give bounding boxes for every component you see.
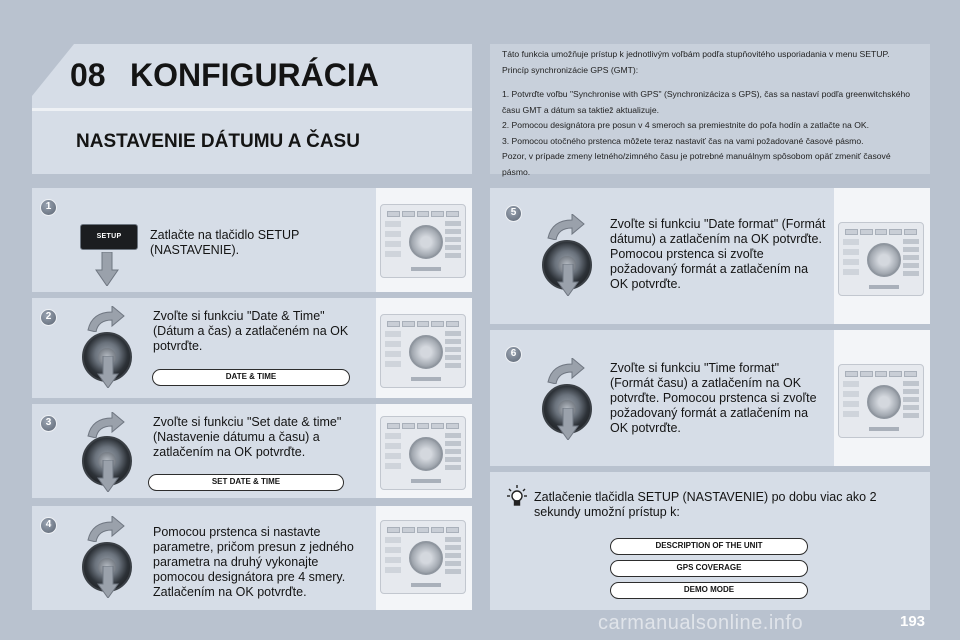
header-corner-cut <box>32 44 74 96</box>
press-arrow-icon <box>93 252 121 286</box>
chapter-title: KONFIGURÁCIA <box>130 57 379 93</box>
option-gps-coverage: GPS COVERAGE <box>610 560 808 577</box>
radio-unit-icon <box>380 520 466 594</box>
menu-item-set-date-time: SET DATE & TIME <box>148 474 344 491</box>
step-badge-4: 4 <box>40 517 57 534</box>
watermark: carmanualsonline.info <box>598 612 804 634</box>
step-badge-3: 3 <box>40 415 57 432</box>
info-box <box>490 44 930 177</box>
step-badge-6: 6 <box>505 346 522 363</box>
info-line: Táto funkcia umožňuje prístup k jednotlivým voľbám podľa stupňovitého usporiadania v menu SETUP. <box>502 49 890 59</box>
press-arrow-icon <box>556 408 580 440</box>
chapter-number: 08 <box>70 57 106 93</box>
step-badge-5: 5 <box>505 205 522 222</box>
step-badge-1: 1 <box>40 199 57 216</box>
page-number: 193 <box>900 613 926 630</box>
menu-item-date-time: DATE & TIME <box>152 369 350 386</box>
header-divider <box>32 108 472 111</box>
rotate-arrow-icon <box>86 412 126 438</box>
radio-unit-icon <box>838 364 924 438</box>
info-line: 3. Pomocou otočného prstenca môžete teraz nastaviť čas na vami požadované časové pásmo. <box>502 135 864 146</box>
step-text-5: Zvoľte si funkciu "Date format" (Formát dátumu) a zatlačením na OK potvrďte. Pomocou prstenca si zvoľte požadovaný formát a zatlačením na OK potvrďte. <box>610 217 826 291</box>
setup-button-icon: SETUP <box>80 224 138 250</box>
press-arrow-icon <box>96 460 120 492</box>
press-arrow-icon <box>96 356 120 388</box>
radio-unit-icon <box>380 204 466 278</box>
option-description-of-the-unit: DESCRIPTION OF THE UNIT <box>610 538 808 555</box>
radio-unit-icon <box>380 416 466 490</box>
step-text-6: Zvoľte si funkciu "Time format" (Formát času) a zatlačením na OK potvrďte. Pomocou prstenca si zvoľte požadovaný formát a zatlačením na OK potvrďte. <box>610 361 817 435</box>
step-text-3: Zvoľte si funkciu "Set date & time" (Nastavenie dátumu a času) a zatlačením na OK potvrďte. <box>153 415 342 459</box>
info-line: 2. Pomocou designátora pre posun v 4 smeroch sa premiestnite do poľa hodín a zatlačte na OK. <box>502 120 870 130</box>
lightbulb-icon <box>507 485 527 507</box>
info-line: Pozor, v prípade zmeny letného/zimného času je potrebné manuálnym spôsobom opäť zmeniť časové pásmo. <box>502 151 891 177</box>
press-arrow-icon <box>96 566 120 598</box>
rotate-arrow-icon <box>546 358 586 384</box>
rotate-arrow-icon <box>86 306 126 332</box>
radio-unit-icon <box>838 222 924 296</box>
info-line: Princíp synchronizácie GPS (GMT): <box>502 64 639 75</box>
info-line: 1. Potvrďte voľbu "Synchronise with GPS" (Synchronizáciza s GPS), čas sa nastaví podľa greenwitchského času GMT a dátum sa taktiež aktualizuje. <box>502 89 911 115</box>
step-text-4: Pomocou prstenca si nastavte parametre, pričom presun z jedného parametra na druhý vykonajte pomocou designátora pre 4 smery. Zatlačením na OK potvrďte. <box>153 525 354 599</box>
rotate-arrow-icon <box>546 214 586 240</box>
option-demo-mode: DEMO MODE <box>610 582 808 599</box>
section-title: NASTAVENIE DÁTUMU A ČASU <box>76 131 360 152</box>
tip-text: Zatlačenie tlačidla SETUP (NASTAVENIE) po dobu viac ako 2 sekundy umožní prístup k: <box>534 490 877 519</box>
press-arrow-icon <box>556 264 580 296</box>
step-text-2: Zvoľte si funkciu "Date & Time" (Dátum a čas) a zatlačeném na OK potvrďte. <box>153 309 349 353</box>
step-text-1: Zatlačte na tlačidlo SETUP (NASTAVENIE). <box>150 228 300 257</box>
step-badge-2: 2 <box>40 309 57 326</box>
rotate-arrow-icon <box>86 516 126 542</box>
radio-unit-icon <box>380 314 466 388</box>
